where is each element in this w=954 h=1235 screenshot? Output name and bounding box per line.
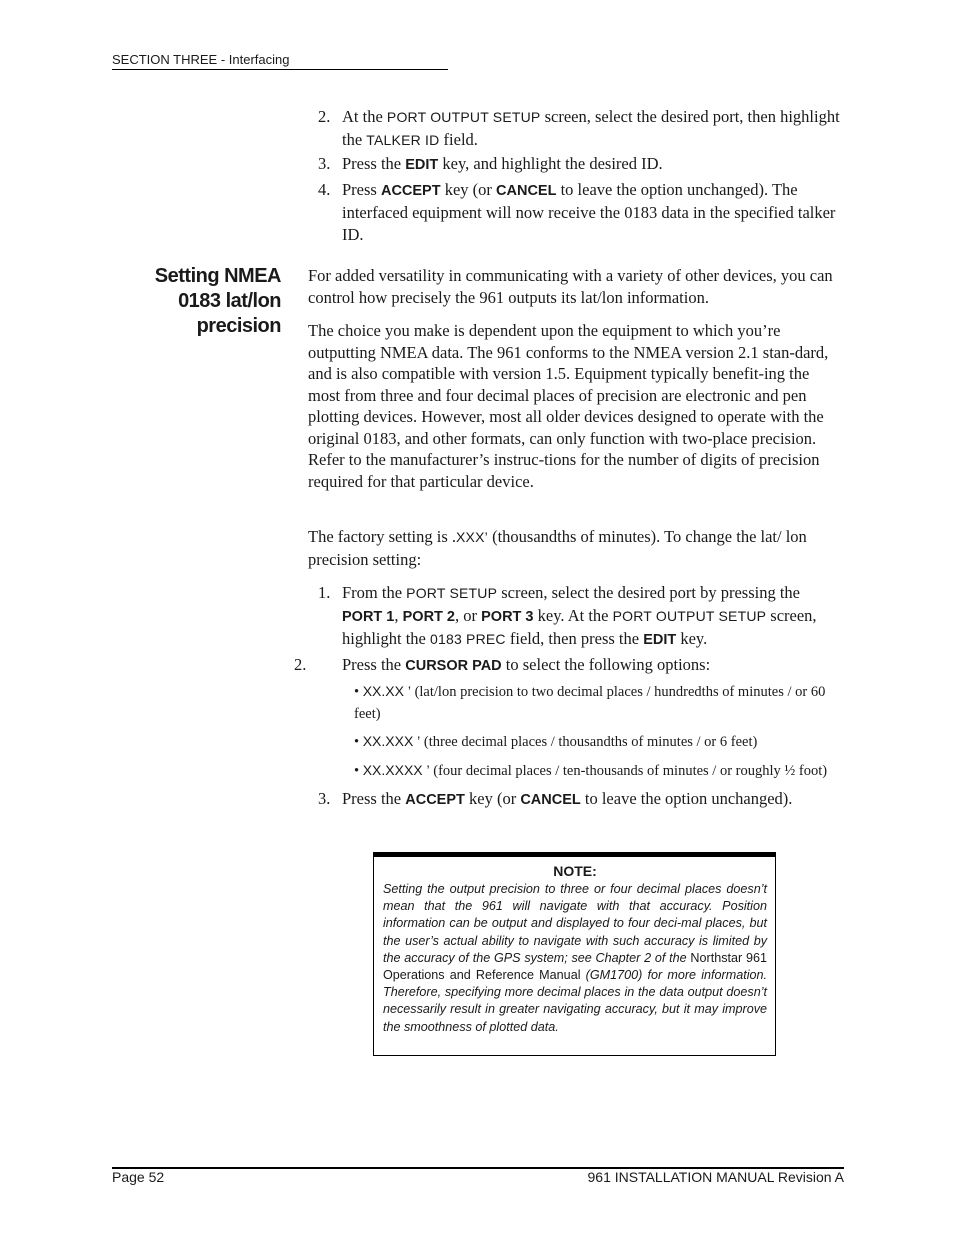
- page-number: Page 52: [112, 1169, 165, 1185]
- text: Press the: [342, 154, 406, 173]
- option-code: XX.XX ’: [362, 683, 411, 699]
- list-item: [318, 179, 844, 246]
- note-text: (GM1700) for more information. Therefore, specifying more decimal places in the data output doesn’t necessarily result in greater navigating accuracy, but it may improve the smoothness of plotted data.: [383, 968, 767, 1034]
- text: screen, highlight the: [342, 605, 817, 648]
- text: The factory setting is .: [308, 527, 457, 546]
- text: to leave the option unchanged). The interfaced equipment will now receive the 0183 data in the specified talker ID.: [342, 179, 836, 244]
- option-desc: (four decimal places / ten-thousands of minutes / or roughly ½ foot): [429, 762, 828, 779]
- text: to select the following options:: [501, 654, 711, 674]
- text: to leave the option unchanged).: [580, 789, 793, 808]
- heading-line: 0183 lat/lon: [178, 290, 281, 312]
- key-name: CANCEL: [496, 182, 557, 199]
- text: screen, select the desired port by pressing the: [497, 583, 800, 602]
- text: ,: [394, 605, 403, 625]
- text: field, then press the: [505, 629, 644, 648]
- manual-title: Northstar 961 Operations and Reference Manual: [383, 950, 767, 983]
- intro-paragraph: For added versatility in communicating with a variety of other devices, you can control how precisely the 961 outputs its lat/lon information.: [308, 266, 833, 307]
- option-desc: (three decimal places / thousandths of minutes / or 6 feet): [420, 734, 758, 750]
- bullet-item: • XX.XXXX ’ (four decimal places / ten-thousands of minutes / or roughly ½ foot): [354, 761, 828, 779]
- step-number: 2.: [294, 654, 307, 674]
- note-body: [383, 881, 767, 1036]
- text: Press the: [342, 789, 406, 808]
- choice-paragraph: The choice you make is dependent upon the equipment to which you’re outputting NMEA data. The 961 conforms to the NMEA version 2.1 stan-dard, and is also compatible with version 1.5. Equipment typically benefit-ing the most from three and four decimal places of precision are electronic and pen plotting devices. However, most all older devices designed to operate with the original 0183, and other formats, can only function with two-place precision. Refer to the manufacturer’s instruc-tions for the number of digits of precision required for that particular device.: [308, 321, 829, 491]
- list-item: [318, 106, 844, 151]
- bullet-item: • XX.XX ’ (lat/lon precision to two decimal places / hundredths of minutes / or 60 feet): [354, 683, 826, 722]
- manual-title-footer: 961 INSTALLATION MANUAL Revision A: [587, 1169, 844, 1185]
- note-text: Setting the output precision to three or four decimal places doesn’t mean that the 961 will navigate with that accuracy. Position information can be output and displayed to four deci-mal places, but the user’s actual ability to navigate with such accuracy is limited by the accuracy of the GPS system; see Chapter 2 of the: [383, 882, 767, 965]
- factory-setting-paragraph: [308, 526, 844, 570]
- note-box: [373, 852, 776, 1056]
- step-number: 1.: [318, 583, 331, 602]
- text: From the: [342, 583, 407, 602]
- list-item: [318, 788, 844, 812]
- text: At the: [342, 107, 387, 126]
- screen-name: PORT OUTPUT SETUP: [386, 109, 541, 125]
- talker-id-steps: [318, 106, 844, 247]
- list-item: [318, 582, 844, 652]
- text: field.: [439, 129, 478, 149]
- text: screen, select the desired port, then highlight the: [342, 107, 840, 149]
- section-header: SECTION THREE - Interfacing: [112, 52, 448, 70]
- text: key.: [676, 629, 708, 648]
- key-name: CURSOR PAD: [405, 657, 502, 674]
- list-item: [294, 654, 844, 783]
- code-value: XXX’: [456, 529, 488, 545]
- key-name: CANCEL: [520, 792, 581, 808]
- section-heading: [110, 264, 281, 339]
- step-number: 4.: [318, 179, 331, 199]
- step-2: [294, 654, 711, 674]
- note-title: NOTE:: [553, 863, 597, 879]
- screen-name: PORT SETUP: [406, 585, 498, 601]
- key-name: PORT 3: [481, 608, 534, 625]
- screen-name: PORT OUTPUT SETUP: [612, 607, 767, 624]
- heading-line: Setting NMEA: [154, 265, 281, 287]
- option-code: XX.XXXX ’: [362, 761, 430, 778]
- text: Press the: [342, 654, 406, 674]
- text: key, and highlight the desired ID.: [438, 154, 663, 173]
- text: Press: [342, 179, 381, 199]
- text: key (or: [464, 789, 521, 808]
- key-name: EDIT: [643, 632, 677, 648]
- text: (thousandths of minutes). To change the lat/ lon precision setting:: [308, 527, 807, 569]
- bullet-item: • XX.XXX ’ (three decimal places / thousandths of minutes / or 6 feet): [354, 733, 758, 750]
- step-number: 2.: [318, 107, 331, 126]
- key-name: ACCEPT: [380, 182, 441, 199]
- text: key (or: [440, 179, 497, 199]
- key-name: PORT 1: [342, 608, 395, 625]
- option-bullets: [342, 681, 844, 782]
- key-name: EDIT: [405, 157, 439, 173]
- screen-name: 0183 PREC: [430, 631, 506, 647]
- key-name: PORT 2: [402, 608, 455, 625]
- precision-steps: [294, 582, 844, 814]
- option-code: XX.XXX ’: [362, 733, 421, 749]
- heading-line: precision: [196, 315, 281, 337]
- list-item: [318, 153, 844, 177]
- text: key. At the: [533, 605, 613, 625]
- key-name: ACCEPT: [405, 792, 465, 808]
- step-number: 3.: [318, 154, 331, 173]
- text: , or: [455, 605, 482, 625]
- step-number: 3.: [318, 789, 331, 808]
- screen-name: TALKER ID: [366, 131, 440, 148]
- option-desc: (lat/lon precision to two decimal places / hundredths of minutes / or 60 feet): [354, 684, 826, 722]
